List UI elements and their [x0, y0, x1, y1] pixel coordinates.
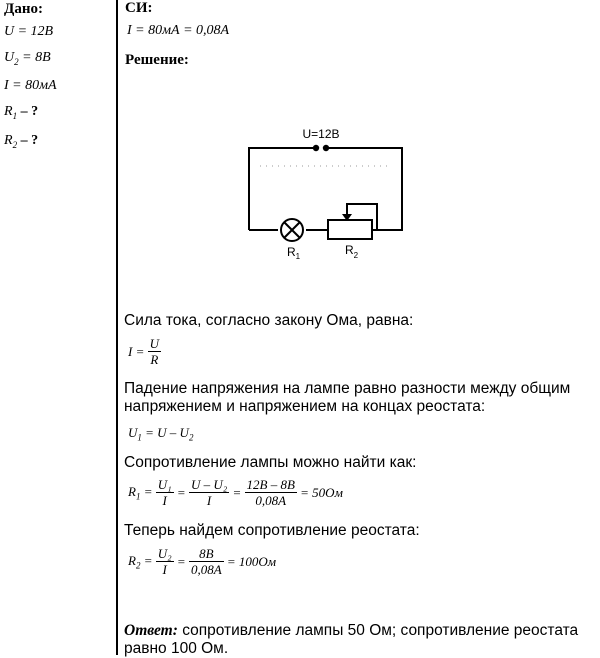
rheostat-symbol — [328, 220, 372, 239]
ohm-formula: I = $\frac{U}{R}$ — [128, 336, 159, 367]
voltage-label: U=12В — [302, 127, 340, 141]
drop-text: Падение напряжения на лампе равно разности между общим напряжением и напряжением на концах реостата: — [124, 380, 571, 415]
r1-text: Сопротивление лампы можно найти как: — [124, 454, 417, 471]
given-voltage-2: $U_2 = 8В$ — [4, 50, 51, 67]
r1-formula: $R_1$ = $\frac{\text{U₁}}{I}$ = $\frac{\text{U – U₂}}{I}$ = $\frac{12В - 8В}{0,08А}$ = 50Ом — [128, 477, 343, 508]
drop-formula: $U_1 = U - U_2$ — [128, 425, 194, 443]
circuit-diagram — [240, 118, 410, 268]
given-current: I = 80мА — [4, 78, 57, 93]
circuit-wire-right — [326, 148, 402, 230]
column-divider — [116, 0, 118, 655]
answer — [124, 622, 594, 658]
r2-label: $R_2$ — [345, 243, 359, 260]
given-voltage: U = 12В — [4, 24, 54, 39]
given-title: Дано: — [4, 1, 43, 17]
r2-formula: $R_2$ = $\frac{\text{U₂}}{I}$ = $\frac{8В}{0,08А}$ = 100Ом — [128, 546, 277, 577]
given-unknown-r1: $R_1$ – ? — [4, 104, 39, 121]
solution-title: Решение: — [125, 52, 189, 68]
terminal-right — [323, 145, 329, 151]
answer-label: Ответ: — [124, 622, 178, 639]
circuit-wire — [249, 148, 316, 230]
si-title: СИ: — [125, 0, 153, 16]
si-conversion: I = 80мА = 0,08А — [127, 23, 230, 38]
r2-text: Теперь найдем сопротивление реостата: — [124, 522, 420, 539]
r1-label: $R_1$ — [287, 245, 301, 261]
ohm-text: Сила тока, согласно закону Ома, равна: — [124, 312, 414, 329]
given-unknown-r2: $R_2$ – ? — [4, 133, 39, 150]
terminal-left — [313, 145, 319, 151]
answer-text: сопротивление лампы 50 Ом; сопротивление реостата равно 100 Ом. — [124, 622, 579, 657]
